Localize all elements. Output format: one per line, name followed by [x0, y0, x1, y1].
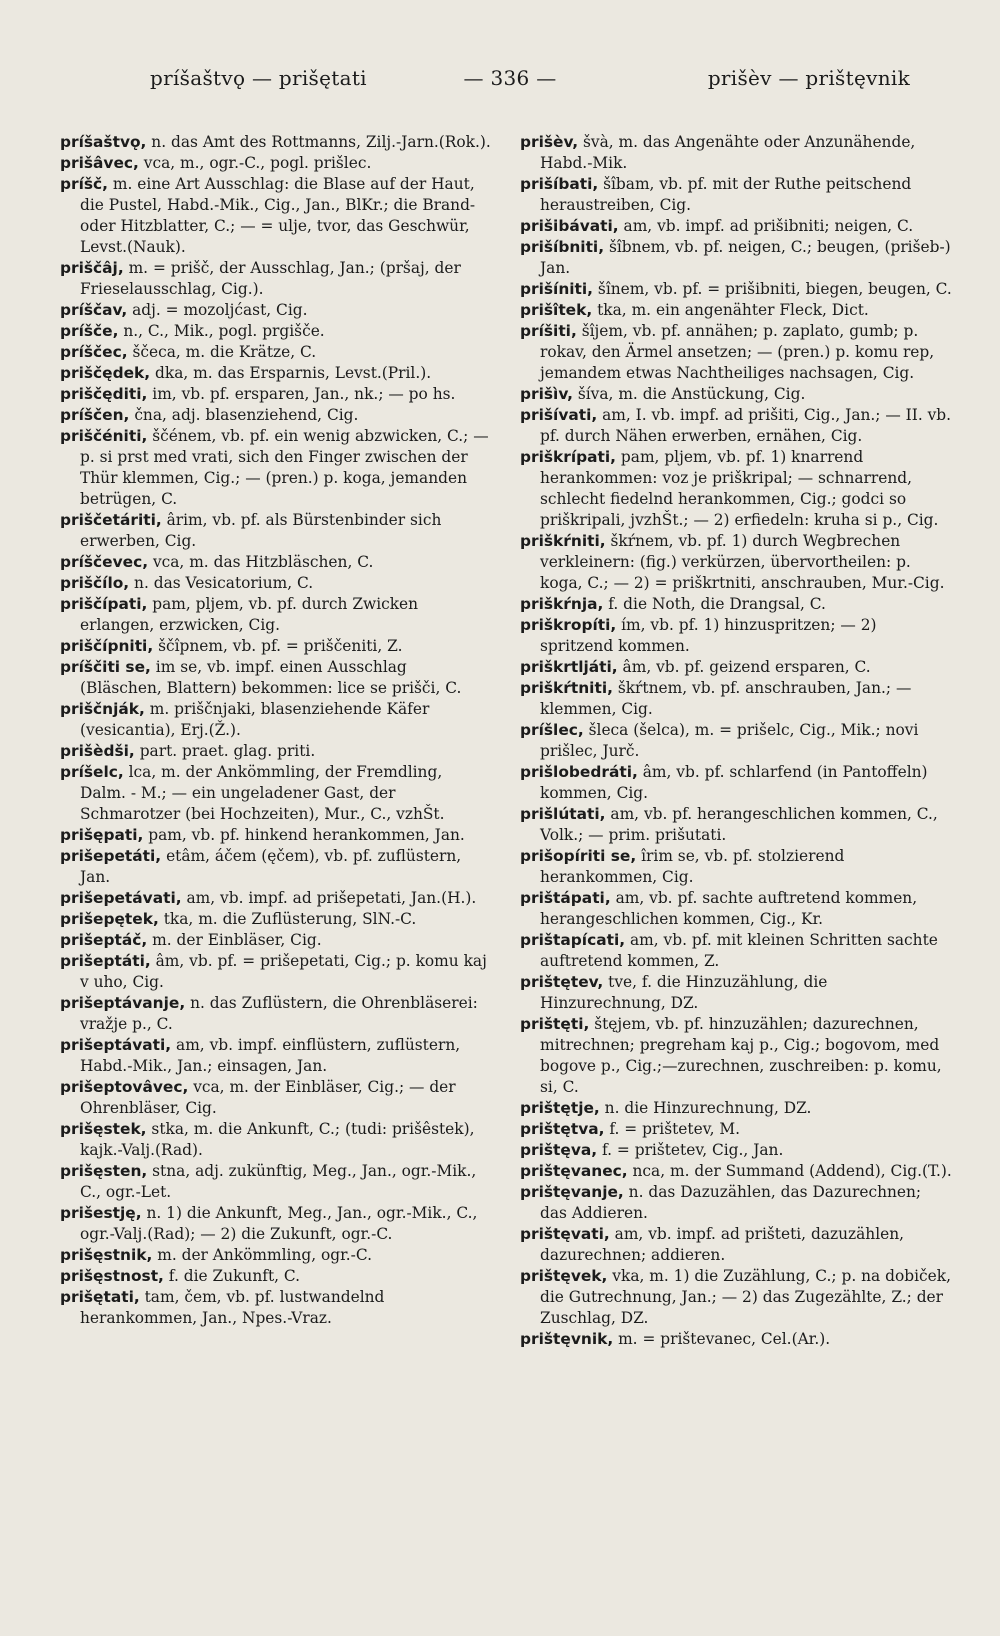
entry-headword: prišestję,: [60, 1204, 142, 1222]
entry-definition: n. die Hinzurechnung, DZ.: [599, 1099, 812, 1117]
entry-headword: prišèdši,: [60, 742, 135, 760]
entry-headword: prištętva,: [520, 1120, 605, 1138]
entry-definition: vka, m. 1) die Zuzählung, C.; p. na dobiček, die Gutrechnung, Jan.; — 2) das Zugezählte, Z.; der Zuschlag, DZ.: [540, 1267, 951, 1327]
entry-headword: prišeptáti,: [60, 952, 151, 970]
dictionary-entry: [60, 363, 492, 384]
entry-definition: šîjem, vb. pf. annähen; p. zaplato, gumb; p. rokav, den Ärmel ansetzen; — (pren.) p. komu rep, jemandem etwas Nachtheiliges nachsagen, Cig.: [540, 322, 935, 382]
entry-definition: stna, adj. zukünftig, Meg., Jan., ogr.-Mik., C., ogr.-Let.: [80, 1162, 477, 1201]
dictionary-entry: [60, 825, 492, 846]
dictionary-entry: [520, 216, 952, 237]
entry-headword: príščevec,: [60, 553, 149, 571]
entry-definition: nca, m. der Summand (Addend), Cig.(T.).: [627, 1162, 952, 1180]
dictionary-entry: [60, 888, 492, 909]
entry-headword: prišlútati,: [520, 805, 606, 823]
entry-definition: šîbam, vb. pf. mit der Ruthe peitschend heraustreiben, Cig.: [540, 175, 912, 214]
dictionary-entry: [60, 909, 492, 930]
entry-headword: príšaštvǫ,: [60, 133, 147, 151]
dictionary-entry: [60, 552, 492, 573]
entry-headword: prištętev,: [520, 973, 604, 991]
entry-headword: prištęvek,: [520, 1267, 608, 1285]
dictionary-entry: [520, 615, 952, 657]
entry-definition: âm, vb. pf. schlarfend (in Pantoffeln) kommen, Cig.: [540, 763, 928, 802]
entry-headword: prišâvec,: [60, 154, 139, 172]
entry-headword: prišepętek,: [60, 910, 159, 928]
left-column: [60, 132, 492, 1329]
entry-headword: príščiti se,: [60, 658, 151, 676]
dictionary-entry: [520, 321, 952, 384]
dictionary-entry: [60, 762, 492, 825]
entry-headword: prišívati,: [520, 406, 598, 424]
entry-headword: priščędek,: [60, 364, 151, 382]
dictionary-entry: [520, 237, 952, 279]
entry-definition: f. die Zukunft, C.: [163, 1267, 301, 1285]
dictionary-entry: [520, 300, 952, 321]
entry-headword: priškropíti,: [520, 616, 617, 634]
entry-definition: îrim se, vb. pf. stolzierend herankommen, Cig.: [540, 847, 845, 886]
entry-headword: príšiti,: [520, 322, 577, 340]
entry-headword: priščípati,: [60, 595, 148, 613]
dictionary-entry: [60, 174, 492, 258]
dictionary-entry: [520, 1119, 952, 1140]
dictionary-entry: [60, 342, 492, 363]
entry-definition: dka, m. das Ersparnis, Levst.(Pril.).: [150, 364, 432, 382]
entry-definition: âm, vb. pf. = prišepetati, Cig.; p. komu kaj v uho, Cig.: [80, 952, 487, 991]
dictionary-entry: [520, 888, 952, 930]
dictionary-entry: [520, 1098, 952, 1119]
entry-definition: am, vb. pf. sachte auftretend kommen, herangeschlichen kommen, Cig., Kr.: [540, 889, 918, 928]
entry-definition: tam, čem, vb. pf. lustwandelnd herankommen, Jan., Npes.-Vraz.: [80, 1288, 385, 1327]
entry-definition: am, vb. impf. ad prišteti, dazuzählen, dazurechnen; addieren.: [540, 1225, 905, 1264]
entry-headword: prišìv,: [520, 385, 573, 403]
entry-headword: priščęditi,: [60, 385, 148, 403]
entry-definition: škŕnem, vb. pf. 1) durch Wegbrechen verkleinern: (fig.) verkürzen, übervortheilen: p. koga, C.; — 2) = priškrtniti, anschrauben, Mur.-Cig.: [540, 532, 945, 592]
entry-headword: prišeptovâvec,: [60, 1078, 189, 1096]
entry-headword: prišibávati,: [520, 217, 619, 235]
header-left-guideword: príšaštvǫ — prišętati: [150, 66, 367, 90]
entry-headword: prištętje,: [520, 1099, 600, 1117]
entry-definition: šînem, vb. pf. = prišibniti, biegen, beugen, C.: [593, 280, 952, 298]
dictionary-entry: [60, 1287, 492, 1329]
entry-definition: šíva, m. die Anstückung, Cig.: [572, 385, 806, 403]
entry-definition: pam, pljem, vb. pf. durch Zwicken erlangen, erzwicken, Cig.: [80, 595, 419, 634]
entry-definition: čna, adj. blasenziehend, Cig.: [129, 406, 359, 424]
dictionary-entry: [60, 321, 492, 342]
running-header: [60, 66, 950, 94]
entry-headword: prišíbati,: [520, 175, 599, 193]
entry-definition: n., C., Mik., pogl. prgišče.: [118, 322, 325, 340]
entry-headword: prištęvanje,: [520, 1183, 624, 1201]
entry-headword: priškrípati,: [520, 448, 617, 466]
entry-definition: tka, m. die Zuflüsterung, SlN.-C.: [158, 910, 417, 928]
dictionary-entry: [60, 384, 492, 405]
entry-headword: priškŕniti,: [520, 532, 606, 550]
dictionary-entry: [520, 279, 952, 300]
dictionary-entry: [60, 258, 492, 300]
dictionary-entry: [60, 1035, 492, 1077]
dictionary-entry: [520, 1266, 952, 1329]
entry-headword: prištęvnik,: [520, 1330, 614, 1348]
entry-definition: m. priščnjaki, blasenziehende Käfer (vesicantia), Erj.(Ž.).: [80, 700, 430, 739]
dictionary-entry: [60, 846, 492, 888]
entry-headword: prišeptávati,: [60, 1036, 172, 1054]
entry-definition: adj. = mozoljćast, Cig.: [127, 301, 308, 319]
dictionary-entry: [60, 132, 492, 153]
entry-definition: am, vb. impf. ad prišepetati, Jan.(H.).: [181, 889, 477, 907]
entry-definition: n. das Vesicatorium, C.: [129, 574, 314, 592]
dictionary-entry: [520, 972, 952, 1014]
dictionary-entry: [60, 993, 492, 1035]
entry-definition: ârim, vb. pf. als Bürstenbinder sich erwerben, Cig.: [80, 511, 442, 550]
entry-definition: šleca (šelca), m. = prišelc, Cig., Mik.; novi prišlec, Jurč.: [540, 721, 919, 760]
entry-definition: tve, f. die Hinzuzählung, die Hinzurechnung, DZ.: [540, 973, 828, 1012]
entry-headword: prišlobedráti,: [520, 763, 638, 781]
dictionary-entry: [520, 1182, 952, 1224]
entry-headword: príščen,: [60, 406, 130, 424]
dictionary-entry: [520, 657, 952, 678]
dictionary-entry: [520, 594, 952, 615]
dictionary-entry: [60, 1119, 492, 1161]
dictionary-entry: [520, 1329, 952, 1350]
entry-headword: prišęstek,: [60, 1120, 147, 1138]
dictionary-entry: [60, 426, 492, 510]
dictionary-entry: [520, 846, 952, 888]
entry-headword: prištęva,: [520, 1141, 598, 1159]
entry-headword: prišíbniti,: [520, 238, 605, 256]
entry-headword: prišèv,: [520, 133, 579, 151]
entry-headword: priščípniti,: [60, 637, 154, 655]
dictionary-entry: [520, 1161, 952, 1182]
dictionary-entry: [520, 804, 952, 846]
entry-definition: šîbnem, vb. pf. neigen, C.; beugen, (prišeb-) Jan.: [540, 238, 951, 277]
entry-definition: ščîpnem, vb. pf. = priščeniti, Z.: [153, 637, 403, 655]
dictionary-entry: [60, 1245, 492, 1266]
entry-headword: priščéniti,: [60, 427, 148, 445]
entry-headword: priščílo,: [60, 574, 130, 592]
entry-definition: vca, m. der Einbläser, Cig.; — der Ohrenbläser, Cig.: [80, 1078, 456, 1117]
entry-headword: prišęsten,: [60, 1162, 148, 1180]
entry-headword: príščec,: [60, 343, 128, 361]
entry-definition: vca, m. das Hitzbläschen, C.: [148, 553, 374, 571]
entry-headword: prišopíriti se,: [520, 847, 637, 865]
dictionary-entry: [60, 636, 492, 657]
entry-headword: prišîtek,: [520, 301, 593, 319]
dictionary-entry: [520, 447, 952, 531]
entry-definition: švà, m. das Angenähte oder Anzunähende, Habd.-Mik.: [540, 133, 916, 172]
entry-definition: am, vb. pf. mit kleinen Schritten sachte auftretend kommen, Z.: [540, 931, 938, 970]
entry-definition: f. = prištetev, M.: [604, 1120, 740, 1138]
entry-headword: prištapícati,: [520, 931, 626, 949]
dictionary-entry: [60, 510, 492, 552]
entry-headword: priščetáriti,: [60, 511, 162, 529]
entry-headword: prištęvati,: [520, 1225, 610, 1243]
dictionary-entry: [60, 951, 492, 993]
dictionary-entry: [60, 1077, 492, 1119]
dictionary-entry: [60, 405, 492, 426]
entry-headword: príšč,: [60, 175, 109, 193]
entry-definition: škŕtnem, vb. pf. anschrauben, Jan.; — klemmen, Cig.: [540, 679, 912, 718]
entry-definition: m. = prištevanec, Cel.(Ar.).: [613, 1330, 831, 1348]
entry-definition: štęjem, vb. pf. hinzuzählen; dazurechnen, mitrechnen; pregreham kaj p., Cig.; bogovom, med bogove p., Cig.;—zurechnen, zuschreiben: p. komu, si, C.: [540, 1015, 942, 1096]
entry-headword: prišęstnost,: [60, 1267, 164, 1285]
dictionary-entry: [60, 741, 492, 762]
entry-definition: am, vb. pf. herangeschlichen kommen, C., Volk.; — prim. prišutati.: [540, 805, 938, 844]
entry-headword: príščav,: [60, 301, 128, 319]
dictionary-entry: [520, 405, 952, 447]
dictionary-entry: [60, 300, 492, 321]
dictionary-entry: [520, 384, 952, 405]
entry-definition: im se, vb. impf. einen Ausschlag (Bläschen, Blattern) bekommen: lice se prišči, C.: [80, 658, 462, 697]
entry-definition: f. = prištetev, Cig., Jan.: [597, 1141, 784, 1159]
entry-definition: pam, pljem, vb. pf. 1) knarrend herankommen: voz je priškripal; — schnarrend, schlecht fiedelnd herankommen, Cig.; godci so priškripali, jvzhŠt.; — 2) erfiedeln: kruha si p., Cig.: [540, 448, 939, 529]
entry-headword: prišepetávati,: [60, 889, 182, 907]
dictionary-entry: [60, 1266, 492, 1287]
entry-definition: am, vb. impf. ad prišibniti; neigen, C.: [618, 217, 914, 235]
entry-definition: m. eine Art Ausschlag: die Blase auf der Haut, die Pustel, Habd.-Mik., Cig., Jan., BlKr.; die Brand- oder Hitzblatter, C.; — = ulje, tvor, das Geschwür, Levst.(Nauk).: [80, 175, 476, 256]
entry-definition: m. der Einbläser, Cig.: [147, 931, 322, 949]
entry-definition: lca, m. der Ankömmling, der Fremdling, Dalm. - M.; — ein ungeladener Gast, der Schmarotzer (bei Hochzeiten), Mur., C., vzhŠt.: [80, 763, 445, 823]
dictionary-entry: [60, 1203, 492, 1245]
page-number: — 336 —: [463, 66, 557, 90]
entry-headword: prišętati,: [60, 1288, 140, 1306]
right-column: [520, 132, 952, 1350]
entry-headword: prišęstnik,: [60, 1246, 153, 1264]
entry-definition: m. = prišč, der Ausschlag, Jan.; (pršaj, der Frieselausschlag, Cig.).: [80, 259, 461, 298]
header-right-guideword: prišèv — prištęvnik: [707, 66, 910, 90]
dictionary-entry: [60, 594, 492, 636]
entry-definition: f. die Noth, die Drangsal, C.: [603, 595, 826, 613]
entry-definition: n. 1) die Ankunft, Meg., Jan., ogr.-Mik., C., ogr.-Valj.(Rad); — 2) die Zukunft, ogr.-C.: [80, 1204, 478, 1243]
entry-definition: ím, vb. pf. 1) hinzuspritzen; — 2) spritzend kommen.: [540, 616, 877, 655]
dictionary-entry: [520, 132, 952, 174]
entry-definition: tka, m. ein angenähter Fleck, Dict.: [592, 301, 869, 319]
dictionary-entry: [520, 1224, 952, 1266]
entry-definition: etâm, áčem (ęčem), vb. pf. zuflüstern, Jan.: [80, 847, 462, 886]
entry-headword: prišeptávanje,: [60, 994, 186, 1012]
dictionary-entry: [520, 531, 952, 594]
entry-definition: ščeca, m. die Krätze, C.: [127, 343, 317, 361]
entry-headword: priškŕtniti,: [520, 679, 613, 697]
dictionary-entry: [60, 573, 492, 594]
entry-headword: priščâj,: [60, 259, 124, 277]
entry-definition: n. das Dazuzählen, das Dazurechnen; das Addieren.: [540, 1183, 922, 1222]
entry-definition: part. praet. glag. priti.: [134, 742, 316, 760]
dictionary-entry: [520, 1140, 952, 1161]
entry-headword: prišępati,: [60, 826, 144, 844]
entry-definition: n. das Zuflüstern, die Ohrenbläserei: vražje p., C.: [80, 994, 478, 1033]
dictionary-entry: [60, 930, 492, 951]
dictionary-entry: [520, 762, 952, 804]
dictionary-entry: [60, 1161, 492, 1203]
entry-definition: n. das Amt des Rottmanns, Zilj.-Jarn.(Rok.).: [146, 133, 491, 151]
dictionary-entry: [520, 720, 952, 762]
dictionary-entry: [60, 699, 492, 741]
entry-headword: prištápati,: [520, 889, 611, 907]
entry-headword: priškŕnja,: [520, 595, 604, 613]
entry-headword: príšelc,: [60, 763, 124, 781]
entry-headword: prištęvanec,: [520, 1162, 628, 1180]
entry-headword: priškrtljáti,: [520, 658, 618, 676]
entry-headword: prišeptáč,: [60, 931, 148, 949]
entry-headword: príšlec,: [520, 721, 584, 739]
entry-definition: am, vb. impf. einflüstern, zuflüstern, Habd.-Mik., Jan.; einsagen, Jan.: [80, 1036, 461, 1075]
entry-headword: prišepetáti,: [60, 847, 162, 865]
entry-definition: am, I. vb. impf. ad prišiti, Cig., Jan.; — II. vb. pf. durch Nähen erwerben, ernähen, Cig.: [540, 406, 952, 445]
dictionary-entry: [520, 678, 952, 720]
entry-headword: príšče,: [60, 322, 119, 340]
entry-headword: prištęti,: [520, 1015, 590, 1033]
entry-definition: stka, m. die Ankunft, C.; (tudi: prišêstek), kajk.-Valj.(Rad).: [80, 1120, 475, 1159]
entry-definition: im, vb. pf. ersparen, Jan., nk.; — po hs.: [147, 385, 456, 403]
dictionary-entry: [60, 657, 492, 699]
dictionary-entry: [520, 174, 952, 216]
entry-definition: ščénem, vb. pf. ein wenig abzwicken, C.; — p. si prst med vrati, sich den Finger zwischen der Thür klemmen, Cig.; — (pren.) p. koga, jemanden betrügen, C.: [80, 427, 489, 508]
dictionary-entry: [60, 153, 492, 174]
entry-definition: m. der Ankömmling, ogr.-C.: [152, 1246, 373, 1264]
entry-definition: âm, vb. pf. geizend ersparen, C.: [617, 658, 871, 676]
entry-headword: prišíniti,: [520, 280, 594, 298]
dictionary-entry: [520, 1014, 952, 1098]
entry-headword: priščnják,: [60, 700, 145, 718]
entry-definition: pam, vb. pf. hinkend herankommen, Jan.: [143, 826, 465, 844]
entry-definition: vca, m., ogr.-C., pogl. prišlec.: [138, 154, 372, 172]
dictionary-entry: [520, 930, 952, 972]
